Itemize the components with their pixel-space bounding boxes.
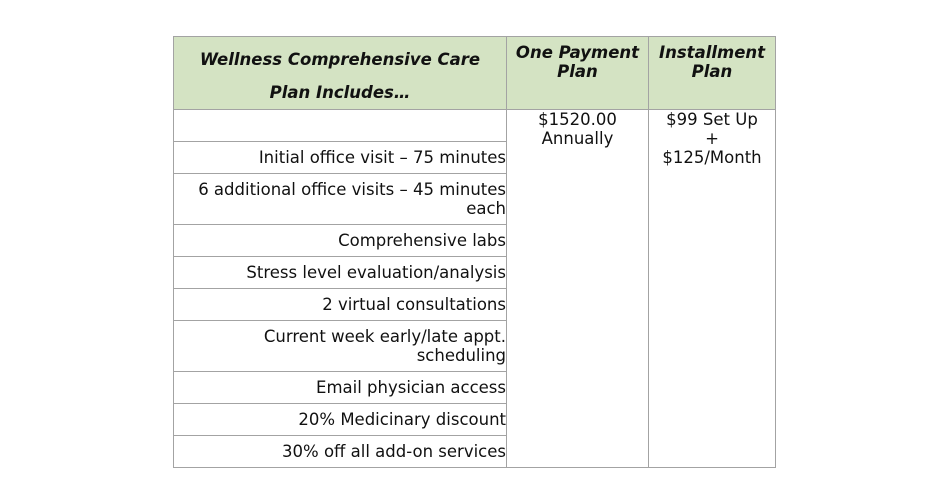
feature-cell: 2 virtual consultations [174,289,507,321]
installment-setup-fee: $99 Set Up [666,110,758,129]
plan-comparison-table [173,36,776,468]
one-payment-column-header [507,37,649,110]
installment-price-cell [649,110,776,468]
feature-cell: 30% off all add-on services [174,436,507,468]
installment-plus-sign: + [705,129,719,148]
feature-cell: Current week early/late appt. scheduling [174,321,507,372]
installment-column-header [649,37,776,110]
feature-cell: Initial office visit – 75 minutes [174,142,507,174]
feature-cell-empty [174,110,507,142]
one-payment-amount: $1520.00 [538,110,617,129]
feature-cell: Comprehensive labs [174,225,507,257]
feature-cell: 20% Medicinary discount [174,404,507,436]
feature-cell: Stress level evaluation/analysis [174,257,507,289]
features-header-label: Wellness Comprehensive Care Plan Includes… [199,50,481,102]
feature-cell: Email physician access [174,372,507,404]
installment-header-label: Installment Plan [658,43,766,81]
one-payment-header-label: One Payment Plan [515,43,640,81]
one-payment-price-cell [507,110,649,468]
table-header-row [174,37,776,110]
installment-monthly-fee: $125/Month [662,148,762,167]
table-row [174,110,776,142]
feature-cell: 6 additional office visits – 45 minutes each [174,174,507,225]
one-payment-period: Annually [541,129,614,148]
features-column-header [174,37,507,110]
